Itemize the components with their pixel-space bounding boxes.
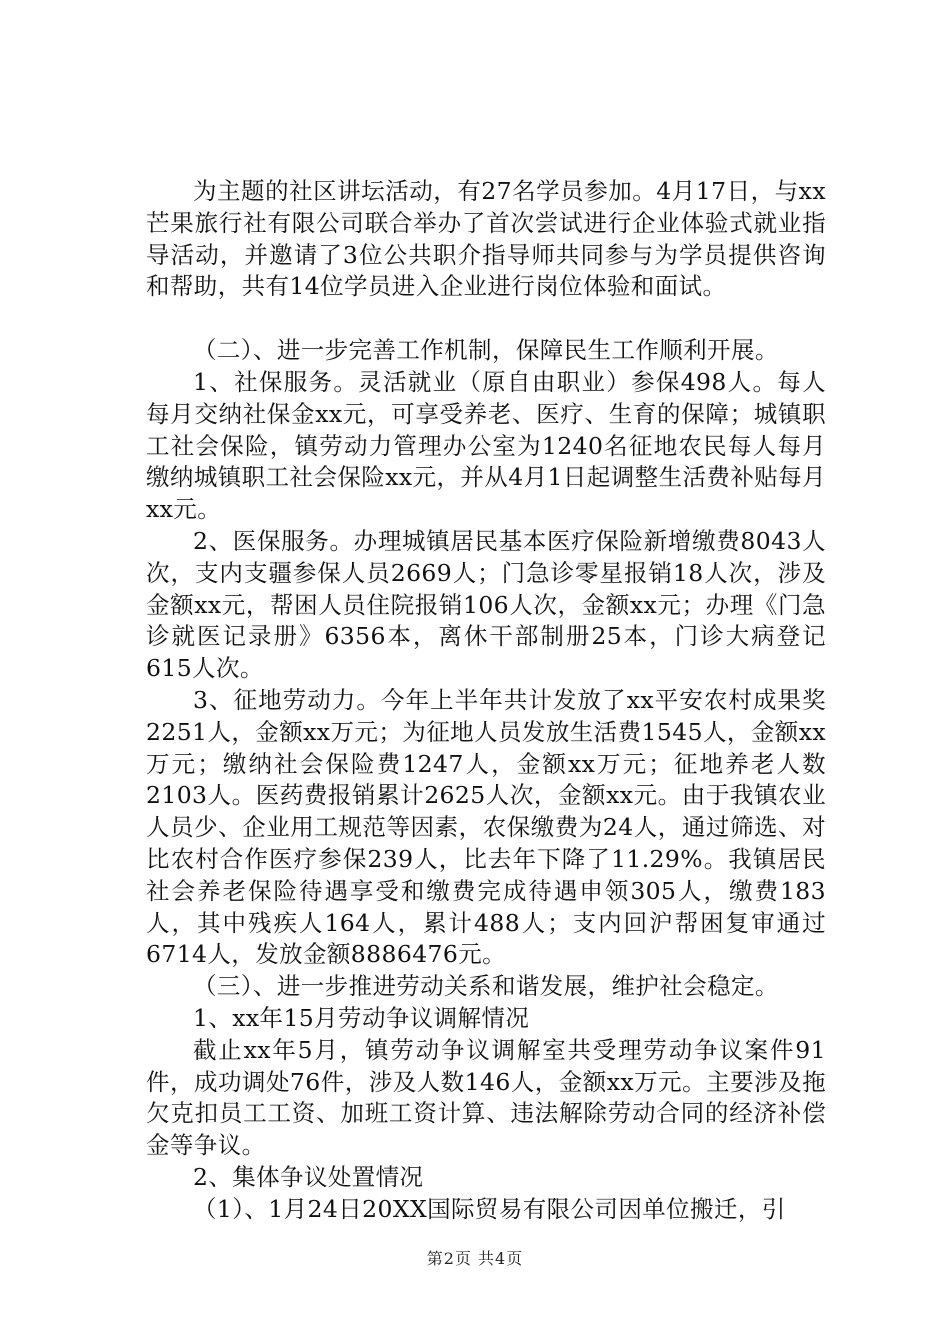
- paragraph-collective-dispute: （1）、1月24日20XX国际贸易有限公司因单位搬迁，引: [193, 1194, 786, 1223]
- paragraph-social-insurance: 1、社保服务。灵活就业（原自由职业）参保498人。每人每月交纳社保金xx元，可享受养老、医疗、生育的保障；城镇职工社会保险，镇劳动力管理办公室为1240名征地农民每人每月缴纳城镇职工社会保险xx元，并从4月1日起调整生活费补贴每月xx元。: [146, 367, 826, 524]
- paragraph-1: 为主题的社区讲坛活动，有27名学员参加。4月17日，与xx芒果旅行社有限公司联合举办了首次尝试进行企业体验式就业指导活动，并邀请了3位公共职介指导师共同参与为学员提供咨询和帮助，共有14位学员进入企业进行岗位体验和面试。: [146, 177, 826, 301]
- page-number-footer: 第2页 共4页: [426, 1249, 524, 1268]
- subheading-dispute-mediation: 1、xx年15月劳动争议调解情况: [193, 1003, 530, 1032]
- section-heading-3: （三）、进一步推进劳动关系和谐发展，维护社会稳定。: [193, 972, 779, 1001]
- paragraph-medical-insurance: 2、医保服务。办理城镇居民基本医疗保险新增缴费8043人次，支内支疆参保人员2669人；门急诊零星报销18人次，涉及金额xx元，帮困人员住院报销106人次，金额xx元；办理《门急诊就医记录册》6356本，离休干部制册25本，门诊大病登记615人次。: [146, 526, 826, 683]
- paragraph-land-labor: 3、征地劳动力。今年上半年共计发放了xx平安农村成果奖2251人，金额xx万元；为征地人员发放生活费1545人，金额xx万元；缴纳社会保险费1247人，金额xx万元；征地养老人数2103人。医药费报销累计2625人次，金额xx元。由于我镇农业人员少、企业用工规范等因素，农保缴费为24人，通过筛选、对比农村合作医疗参保239人，比去年下降了11.29%。我镇居民社会养老保险待遇享受和缴费完成待遇申领305人，缴费183人，其中残疾人164人，累计488人；支内回沪帮困复审通过6714人，发放金额8886476元。: [146, 685, 826, 969]
- document-body: [146, 176, 826, 1226]
- paragraph-dispute-mediation: 截止xx年5月，镇劳动争议调解室共受理劳动争议案件91件，成功调处76件，涉及人数146人，金额xx万元。主要涉及拖欠克扣员工工资、加班工资计算、违法解除劳动合同的经济补偿金等争议。: [146, 1035, 826, 1160]
- subheading-collective-dispute: 2、集体争议处置情况: [193, 1162, 424, 1191]
- section-heading-2: （二）、进一步完善工作机制，保障民生工作顺利开展。: [193, 336, 779, 365]
